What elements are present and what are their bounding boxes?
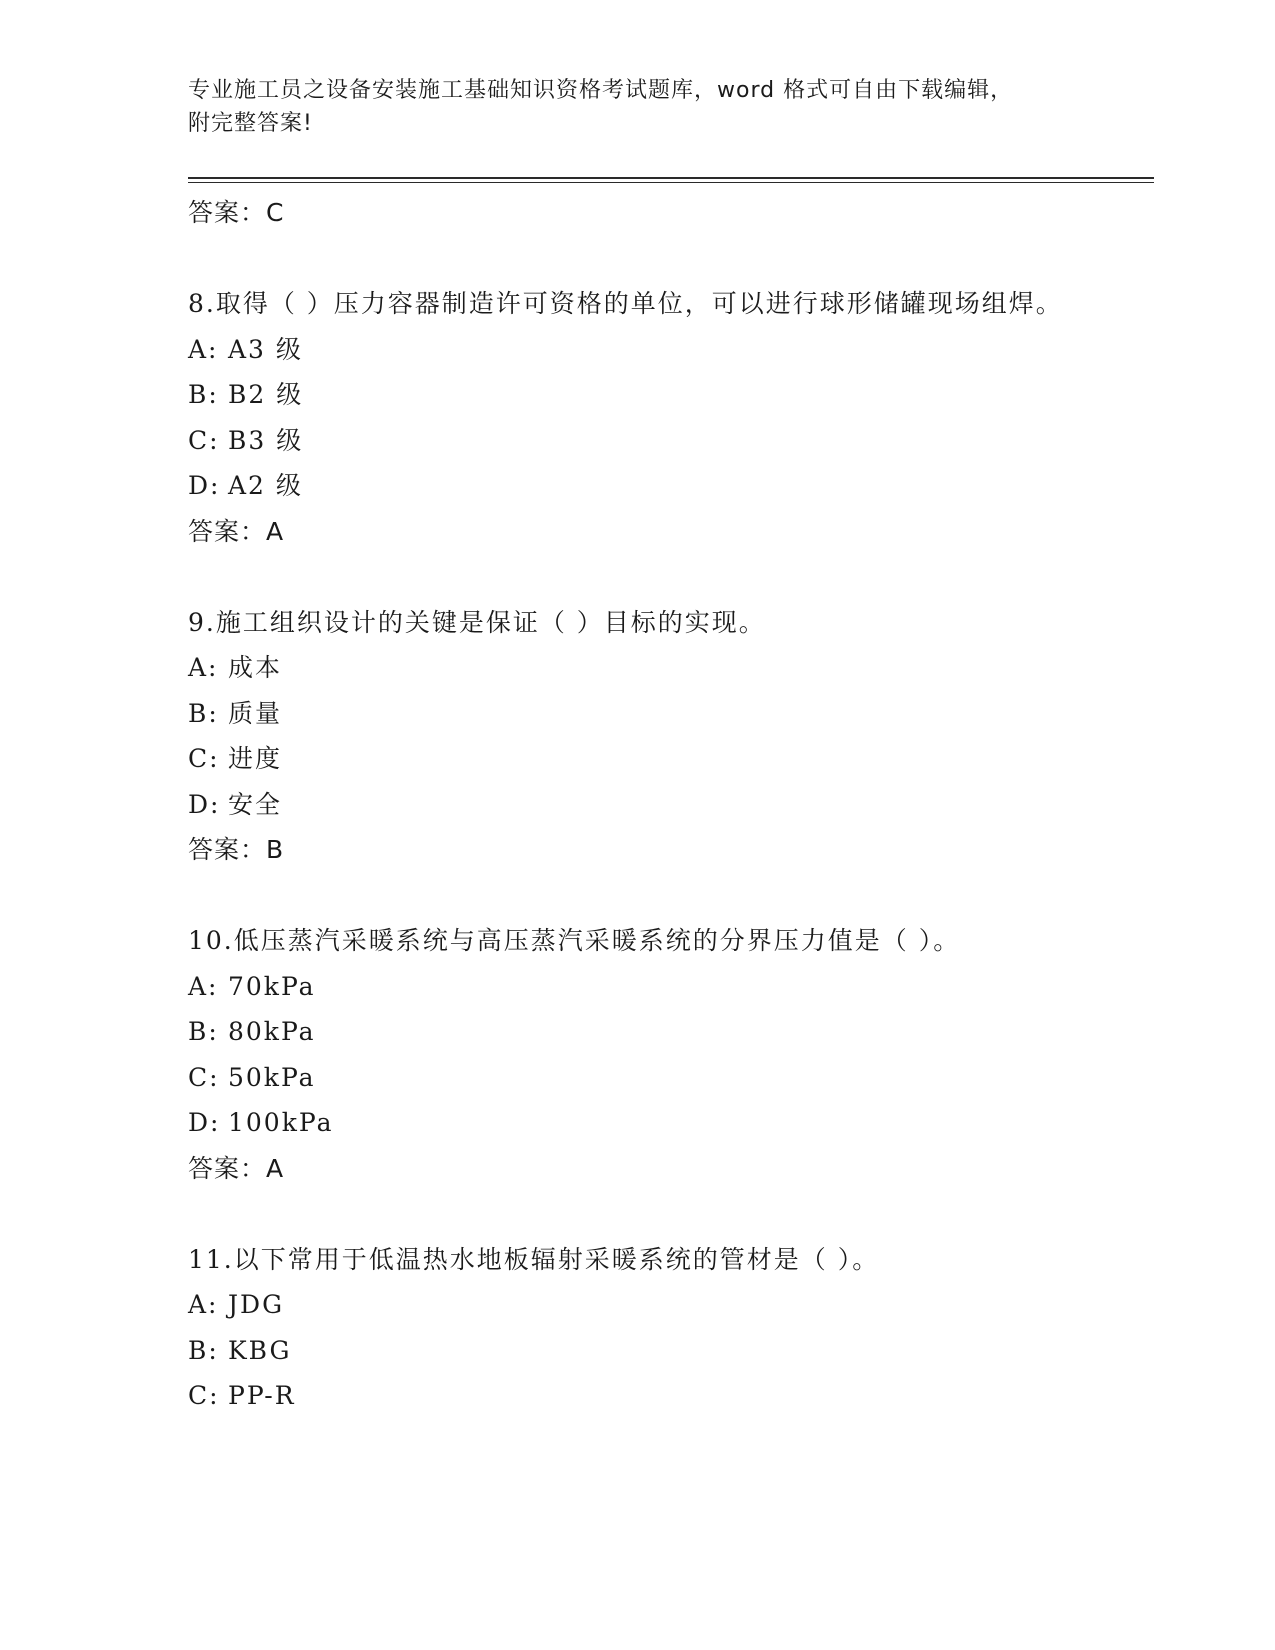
option-key: A: xyxy=(188,334,219,364)
option-key: D: xyxy=(188,471,221,500)
option-text: 70kPa xyxy=(228,971,316,1001)
option-key: B: xyxy=(188,1017,219,1046)
option-row xyxy=(188,1055,1088,1101)
option-row xyxy=(188,736,1088,782)
option-text: 质量 xyxy=(228,698,283,728)
option-row xyxy=(188,645,1088,691)
answer-line: 答案：B xyxy=(188,835,285,864)
header-divider-thin xyxy=(188,182,1154,183)
option-row xyxy=(188,1328,1088,1374)
option-row xyxy=(188,782,1088,828)
option-text: A3 级 xyxy=(228,334,303,364)
option-key: D: xyxy=(188,789,221,819)
option-text: PP-R xyxy=(228,1381,296,1410)
option-row xyxy=(188,327,1088,373)
option-text: 100kPa xyxy=(228,1108,334,1137)
option-row xyxy=(188,964,1088,1010)
option-key: C: xyxy=(188,744,220,773)
option-key: A: xyxy=(188,1290,219,1319)
answer-line: 答案：A xyxy=(188,516,285,546)
question-block xyxy=(188,281,1088,600)
option-key: A: xyxy=(188,971,219,1001)
question-block xyxy=(188,1237,1088,1419)
option-key: B: xyxy=(188,1335,219,1365)
option-key: D: xyxy=(188,1108,221,1137)
option-text: B2 级 xyxy=(228,380,304,409)
spacer xyxy=(188,873,1088,919)
header-divider-thick xyxy=(188,177,1154,179)
spacer xyxy=(188,554,1088,600)
spacer xyxy=(188,236,1088,282)
option-key: A: xyxy=(188,653,219,682)
option-text: 进度 xyxy=(228,744,283,773)
option-text: A2 级 xyxy=(228,471,303,500)
previous-answer: 答案：C xyxy=(188,198,285,227)
header-line-1: 专业施工员之设备安装施工基础知识资格考试题库，word 格式可自由下载编辑， xyxy=(188,78,1014,103)
option-text: KBG xyxy=(228,1335,292,1365)
spacer xyxy=(188,1191,1088,1237)
option-text: 50kPa xyxy=(228,1062,316,1092)
option-key: C: xyxy=(188,1062,220,1092)
question-stem: 10.低压蒸汽采暖系统与高压蒸汽采暖系统的分界压力值是（ ）。 xyxy=(188,926,961,955)
header-line-2: 附完整答案! xyxy=(188,111,313,136)
question-list xyxy=(188,190,1088,1419)
option-key: B: xyxy=(188,698,219,728)
question-block xyxy=(188,600,1088,919)
question-stem: 8.取得（ ）压力容器制造许可资格的单位，可以进行球形储罐现场组焊。 xyxy=(188,289,1063,318)
answer-line: 答案：A xyxy=(188,1153,285,1183)
questions-container xyxy=(188,281,1088,1419)
option-key: C: xyxy=(188,425,220,455)
option-row xyxy=(188,1373,1088,1419)
document-header xyxy=(188,74,1068,140)
option-row xyxy=(188,1282,1088,1328)
option-row xyxy=(188,463,1088,509)
question-stem: 9.施工组织设计的关键是保证（ ）目标的实现。 xyxy=(188,607,766,637)
option-row xyxy=(188,1009,1088,1055)
option-row xyxy=(188,1100,1088,1146)
option-text: JDG xyxy=(228,1290,285,1319)
option-row xyxy=(188,372,1088,418)
question-stem: 11.以下常用于低温热水地板辐射采暖系统的管材是（ ）。 xyxy=(188,1244,880,1274)
option-text: 80kPa xyxy=(228,1017,316,1046)
option-row xyxy=(188,418,1088,464)
option-row xyxy=(188,691,1088,737)
question-block xyxy=(188,918,1088,1237)
option-key: C: xyxy=(188,1381,220,1410)
option-text: 安全 xyxy=(228,789,283,819)
option-text: 成本 xyxy=(228,653,283,682)
option-key: B: xyxy=(188,380,219,409)
option-text: B3 级 xyxy=(228,425,304,455)
